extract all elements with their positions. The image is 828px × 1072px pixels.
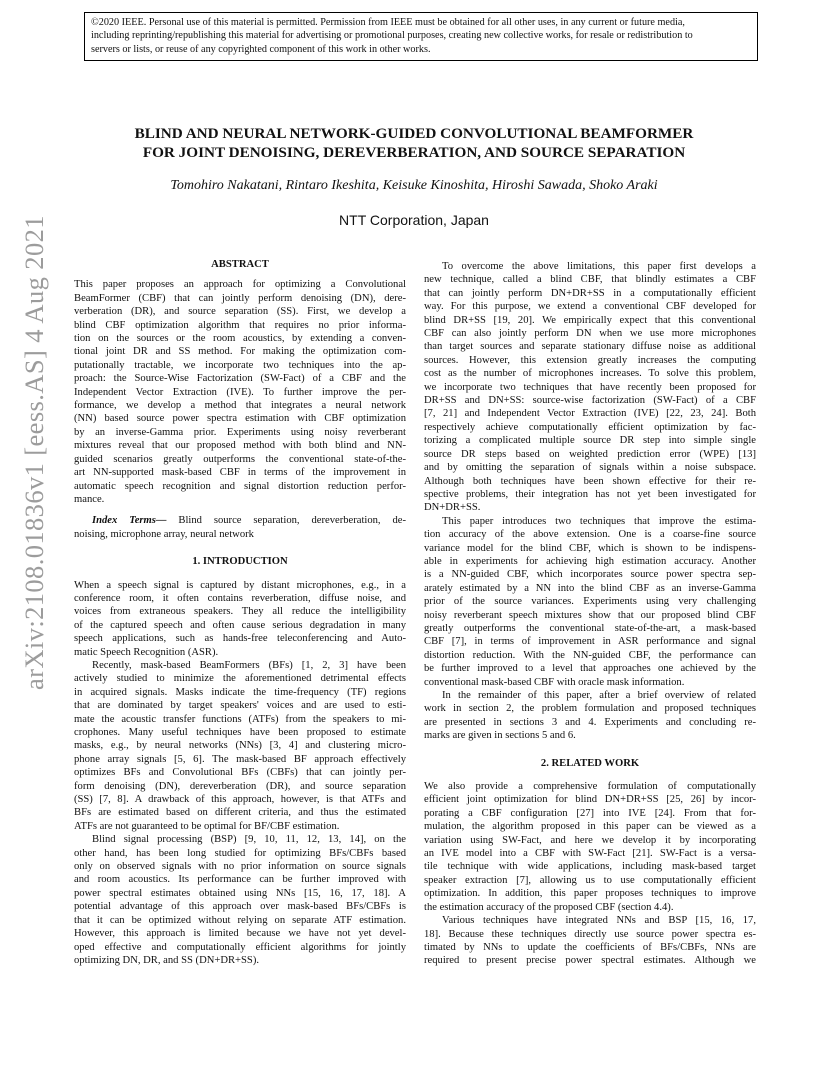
text-line: arately estimated by a NN into the blind CBF as an inverse-Gamma	[424, 582, 756, 594]
text-line: we incorporate two techniques that have recently been proposed for	[424, 381, 756, 393]
text-line: optimizes BFs and Convolutional BFs (CBFs) that can jointly per-	[74, 767, 406, 779]
text-line: proach: the Source-Wise Factorization (SW-Fact) of a CBF and the	[74, 373, 406, 385]
copyright-line: servers or lists, or reuse of any copyrighted component of this work in other works.	[91, 43, 431, 55]
text-line: only on observed signals with no prior information on source signals	[74, 861, 406, 873]
text-line: be further improved to a level that approaches one achieved by the	[424, 663, 756, 675]
text-line: marks are given in sections 5 and 6.	[424, 730, 576, 742]
text-line: To overcome the above limitations, this paper first develops a	[442, 261, 756, 272]
text-line: DR+SS and DN+SS: source-wise factorization (SW-Fact) of a CBF	[424, 395, 756, 407]
text-line: that can jointly perform DN+DR+SS in a computationally efficient	[424, 287, 756, 299]
text-line: CBF can also jointly perform DN when we use more microphones	[424, 328, 756, 340]
text-line: optimizing DN, DR, and SS (DN+DR+SS).	[74, 954, 259, 966]
text-line: distortion reduction. With the NN-guided CBF, the performance can	[424, 649, 756, 661]
text-line: and by omitting the separation of signals within a noise subspace.	[424, 462, 756, 474]
text-line: torizing a complicated multiple source DR step into simple single	[424, 435, 756, 447]
text-line: cost as the number of microphones increases. To solve this problem,	[424, 368, 756, 380]
title-line: BLIND AND NEURAL NETWORK-GUIDED CONVOLUTIONAL BEAMFORMER	[134, 125, 694, 142]
abstract-paragraph	[74, 278, 406, 506]
intro-paragraph-6	[424, 689, 756, 743]
text-line: are presented in sections 3 and 4. Experiments and concluding re-	[424, 716, 756, 728]
text-line: timated by NNs to update the coefficients of BFs/CBFs, NNs are	[424, 941, 756, 953]
text-line: power spectral estimates obtained using NNs [15, 16, 17, 18]. A	[74, 887, 406, 899]
text-line: 18]. Because these techniques directly use source power spectra es-	[424, 928, 756, 940]
text-line: mulation, the algorithm proposed in this paper can be viewed as a	[424, 821, 756, 833]
text-line: variation using SW-Fact, and here we develop it by incorporating	[424, 834, 756, 846]
text-line: In the remainder of this paper, after a brief overview of related	[442, 690, 756, 701]
text-line: required to present precise power spectral estimates. Although we	[424, 955, 756, 967]
text-line: voices from extraneous speakers. They all reduce the intelligibility	[74, 606, 406, 618]
copyright-line: ©2020 IEEE. Personal use of this material is permitted. Permission from IEEE must be obtained for all other uses, in any current or future media,	[91, 17, 685, 28]
text-line: source DR steps based on weighted prediction error (WPE) [13]	[424, 448, 756, 460]
text-line: Recently, mask-based BeamFormers (BFs) [1, 2, 3] have been	[92, 659, 406, 671]
text-line: mixtures reveal that our proposed method with both blind and NN-	[74, 440, 406, 452]
intro-paragraph-2	[74, 659, 406, 833]
text-line: is a NN-guided CBF, which incorporates source power spectra sep-	[424, 569, 756, 581]
text-line: other hand, has been long studied for optimizing BFs/CBFs based	[74, 847, 406, 859]
related-paragraph-1	[424, 780, 756, 914]
text-line: noising, microphone array, neural network	[74, 528, 254, 540]
text-line: than target sources and separate stationary diffuse noise as additional	[424, 341, 756, 353]
text-line: of the captured speech and often cause serious degradation in many	[74, 619, 406, 631]
text-line: optimization. In addition, this paper proposes techniques to improve	[424, 888, 756, 900]
text-line: art NN-supported mask-based CBF in terms of the improvement in	[74, 467, 406, 479]
text-line	[74, 514, 406, 527]
text-line: mate the acoustic transfer functions (ATFs) from the speakers to mi-	[74, 713, 406, 725]
text-line: We also provide a comprehensive formulation of computationally	[424, 781, 756, 793]
text-line: phone array signals [5, 6]. The mask-based BF approach effectively	[74, 753, 406, 765]
text-line: CBF [7], in terms of improvement in ASR performance and signal	[424, 636, 756, 648]
text-line: able in experiments for achieving high estimation accuracy. Another	[424, 555, 756, 567]
text-line: greatly outperforms the conventional state-of-the-art, a mask-based	[424, 622, 756, 634]
section-heading-introduction: 1. INTRODUCTION	[192, 556, 288, 568]
text-line: blind DR+SS [19, 20]. We empirically expect that this conventional	[424, 314, 756, 326]
text-line: automatic speech recognition and signal distortion reduction perfor-	[74, 480, 406, 492]
text-line: actively studied to minimize the aforementioned detrimental effects	[74, 673, 406, 685]
author-list: Tomohiro Nakatani, Rintaro Ikeshita, Keisuke Kinoshita, Hiroshi Sawada, Shoko Araki	[170, 178, 658, 193]
text-line: BFs are estimated based on different criteria, and thus the estimated	[74, 807, 406, 819]
text-line: oped effective and computationally efficient algorithms for jointly	[74, 941, 406, 953]
text-line: respectively achieve computationally efficient optimization by fac-	[424, 421, 756, 433]
section-heading-related-work: 2. RELATED WORK	[540, 757, 640, 769]
index-terms-text: Blind source separation, dereverberation, de-	[166, 515, 406, 527]
right-column	[424, 260, 756, 968]
intro-paragraph-1	[74, 579, 406, 659]
text-line: This paper proposes an approach for optimizing a Convolutional	[74, 279, 406, 291]
text-line: efficient joint optimization for blind DN+DR+SS [25, 26] by incor-	[424, 794, 756, 806]
text-line: the estimation accuracy of the proposed CBF (section 4.4).	[424, 901, 674, 913]
text-line: (NN) based source power spectra estimation with CBF optimization	[74, 413, 406, 425]
intro-paragraph-4	[424, 260, 756, 515]
left-column	[74, 258, 406, 967]
text-line: porating a CBF configuration [27] into IVE [24]. From that for-	[424, 807, 756, 819]
text-line: in acquired signals. Masks indicate the time-frequency (TF) regions	[74, 686, 406, 698]
text-line: BeamFormer (CBF) that can jointly perform denoising (DN), dere-	[74, 292, 406, 304]
text-line: speech applications, such as hands-free teleconferencing and Auto-	[74, 633, 406, 645]
text-line: verberation (DR), and source separation (SS). First, we develop a	[74, 306, 406, 318]
index-terms-label: Index Terms—	[92, 515, 167, 527]
text-line: new technique, called a blind CBF, that blindly estimates a CBF	[424, 274, 756, 286]
text-line: blind CBF optimization algorithm that requires no prior informa-	[74, 319, 406, 331]
text-line: tional joint DR and SS method. For making the optimization com-	[74, 346, 406, 358]
text-line: Blind signal processing (BSP) [9, 10, 11, 12, 13, 14], on the	[92, 834, 406, 846]
paper-title	[60, 124, 768, 162]
text-line: DN+DR+SS.	[424, 502, 481, 514]
text-line: mance.	[74, 493, 105, 505]
arxiv-stamp[interactable]: arXiv:2108.01836v1 [eess.AS] 4 Aug 2021	[19, 215, 49, 690]
text-line: tion accuracy of the above extension. One is a coarse-fine source	[424, 529, 756, 541]
text-line: way. For this purpose, we extend a conventional CBF developed for	[424, 301, 756, 313]
abstract-heading: ABSTRACT	[211, 259, 269, 270]
text-line: putationally tractable, we incorporate two techniques into the ap-	[74, 359, 406, 371]
text-line: This paper introduces two techniques that improve the estima-	[442, 515, 756, 527]
text-line: form denoising (DN), dereverberation (DR), and source separation	[74, 780, 406, 792]
affiliation: NTT Corporation, Japan	[339, 212, 489, 228]
text-line: When a speech signal is captured by distant microphones, e.g., in a	[74, 579, 406, 591]
text-line: tion on the sources or the room acoustics, by extending a conven-	[74, 333, 406, 345]
text-line: that are dominated by target speakers' voices and are used to esti-	[74, 700, 406, 712]
text-line: conventional mask-based CBF with oracle mask information.	[424, 676, 685, 688]
text-line: matic Speech Recognition (ASR).	[74, 646, 219, 658]
text-line: tile technique with wide applications, including mask-based target	[424, 861, 756, 873]
text-line: work in section 2, the problem formulation and proposed techniques	[424, 703, 756, 715]
text-line: However, this approach is limited because we have not yet devel-	[74, 928, 406, 940]
text-line: noisy reverberant speech mixtures show that our proposed blind CBF	[424, 609, 756, 621]
intro-paragraph-3	[74, 833, 406, 967]
text-line: Independent Vector Extraction (IVE). To further improve the per-	[74, 386, 406, 398]
text-line: masks, e.g., by neural networks (NNs) [3, 4] and clustering micro-	[74, 740, 406, 752]
text-line: that it can be optimized without relying on separate ATF estimation.	[74, 914, 406, 926]
text-line: prior of the source variances. Experiments using very challenging	[424, 596, 756, 608]
copyright-line: including reprinting/republishing this material for advertising or promotional purposes, creating new collective works, for resale or redistribution to	[91, 30, 693, 42]
text-line: [7, 21] and Independent Vector Extraction (IVE) [22, 23, 24]. Both	[424, 408, 756, 420]
text-line: crophones. Many useful techniques have been proposed to estimate	[74, 727, 406, 738]
text-line: by an inverse-Gamma prior. Experiments using noisy reverberant	[74, 426, 406, 438]
index-terms	[74, 514, 406, 541]
copyright-notice	[84, 12, 758, 61]
text-line: sources. However, this extension greatly increases the computing	[424, 354, 756, 366]
text-line: formance, we develop a method that integrates a neural network	[74, 400, 406, 412]
text-line: speaker extraction [7], allowing us to use computationally efficient	[424, 874, 756, 886]
text-line: guided scenarios greatly outperforms the conventional state-of-the-	[74, 453, 406, 465]
related-paragraph-2	[424, 914, 756, 968]
text-line: an IVE model into a CBF with SW-Fact [21]. SW-Fact is a versa-	[424, 848, 756, 860]
text-line: Although both techniques have been shown effective for their re-	[424, 475, 756, 487]
text-line: (SS) [7, 8]. A drawback of this approach, however, is that ATFs and	[74, 794, 406, 806]
text-line: potential advantage of this approach over mask-based BFs/CBFs is	[74, 901, 406, 913]
text-line: variance model for the blind CBF, which is shown to be indispens-	[424, 542, 756, 554]
text-line: conference room, it often contains reverberation, diffuse noise, and	[74, 592, 406, 604]
text-line: ATFs are not guaranteed to be optimal for BF/CBF estimation.	[74, 820, 340, 832]
text-line: and room acoustics. Its performance can be further improved with	[74, 874, 406, 886]
text-line: spective problems, their integration has not yet been investigated for	[424, 488, 756, 500]
text-line: Various techniques have integrated NNs and BSP [15, 16, 17,	[442, 915, 756, 927]
title-line: FOR JOINT DENOISING, DEREVERBERATION, AND SOURCE SEPARATION	[142, 144, 686, 161]
intro-paragraph-5	[424, 515, 756, 689]
